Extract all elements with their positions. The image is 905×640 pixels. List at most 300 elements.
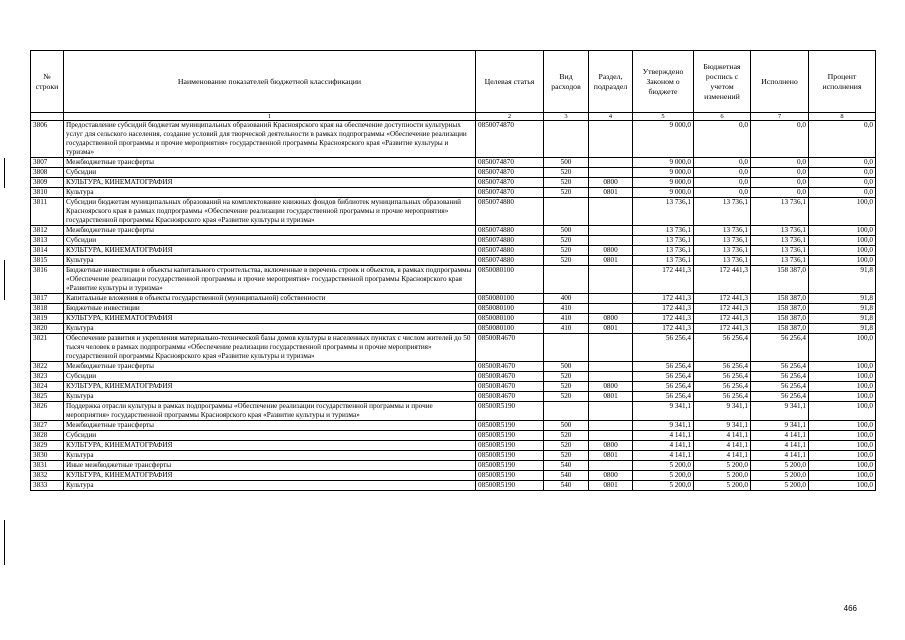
expense-type-cell: 500 — [544, 226, 589, 236]
section-cell: 0801 — [589, 451, 633, 461]
target-article-cell: 08500R5190 — [476, 402, 544, 421]
expense-type-cell: 520 — [544, 451, 589, 461]
executed-amount-cell: 0,0 — [751, 188, 809, 198]
expense-type-cell: 410 — [544, 304, 589, 314]
column-number: 4 — [589, 113, 633, 121]
column-number: 3 — [544, 113, 589, 121]
percent-cell: 100,0 — [809, 226, 876, 236]
section-cell — [589, 304, 633, 314]
budget-amount-cell: 4 141,1 — [694, 431, 751, 441]
approved-amount-cell: 56 256,4 — [633, 362, 694, 372]
executed-amount-cell: 4 141,1 — [751, 431, 809, 441]
budget-amount-cell: 56 256,4 — [694, 372, 751, 382]
budget-amount-cell: 0,0 — [694, 158, 751, 168]
approved-amount-cell: 9 341,1 — [633, 402, 694, 421]
row-name-cell: Культура — [64, 188, 476, 198]
row-number-cell: 3832 — [31, 471, 64, 481]
executed-amount-cell: 158 387,0 — [751, 314, 809, 324]
section-cell — [589, 236, 633, 246]
expense-type-cell: 520 — [544, 441, 589, 451]
table-row — [31, 246, 876, 256]
table-row — [31, 402, 876, 421]
section-cell — [589, 421, 633, 431]
target-article-cell: 0850080100 — [476, 266, 544, 294]
row-name-cell: Субсидии бюджетам муниципальных образований на комплектование книжных фондов библиотек муниципальных образований Красноярского края в рамках подпрограммы «Обеспечение реализации государственной программы и прочие мероприятия» государственной программы Красноярского края «Развитие культуры и туризма» — [64, 198, 476, 226]
margin-mark — [4, 520, 5, 565]
percent-cell: 91,8 — [809, 294, 876, 304]
approved-amount-cell: 4 141,1 — [633, 441, 694, 451]
budget-amount-cell: 9 341,1 — [694, 421, 751, 431]
executed-amount-cell: 56 256,4 — [751, 334, 809, 362]
target-article-cell: 08500R5190 — [476, 451, 544, 461]
table-row — [31, 362, 876, 372]
percent-cell: 91,8 — [809, 266, 876, 294]
approved-amount-cell: 172 441,3 — [633, 266, 694, 294]
percent-cell: 100,0 — [809, 451, 876, 461]
table-row — [31, 158, 876, 168]
percent-cell: 100,0 — [809, 471, 876, 481]
row-name-cell: Поддержка отрасли культуры в рамках подпрограммы «Обеспечение реализации государственной программы и прочие мероприятия» государственной программы Красноярского края «Развитие культуры и туризма» — [64, 402, 476, 421]
row-name-cell: Межбюджетные трансферты — [64, 158, 476, 168]
section-cell — [589, 431, 633, 441]
percent-cell: 100,0 — [809, 256, 876, 266]
approved-amount-cell: 5 200,0 — [633, 461, 694, 471]
executed-amount-cell: 0,0 — [751, 121, 809, 158]
row-number-cell: 3816 — [31, 266, 64, 294]
budget-amount-cell: 13 736,1 — [694, 236, 751, 246]
expense-type-cell: 520 — [544, 256, 589, 266]
budget-amount-cell: 4 141,1 — [694, 451, 751, 461]
expense-type-cell: 540 — [544, 471, 589, 481]
row-number-cell: 3831 — [31, 461, 64, 471]
target-article-cell: 0850074880 — [476, 236, 544, 246]
row-number-cell: 3812 — [31, 226, 64, 236]
column-numbers-row — [31, 113, 876, 121]
row-number-cell: 3815 — [31, 256, 64, 266]
percent-cell: 100,0 — [809, 431, 876, 441]
column-number: 2 — [476, 113, 544, 121]
budget-amount-cell: 5 200,0 — [694, 481, 751, 491]
executed-amount-cell: 158 387,0 — [751, 324, 809, 334]
approved-amount-cell: 172 441,3 — [633, 294, 694, 304]
table-body — [31, 121, 876, 491]
budget-amount-cell: 0,0 — [694, 178, 751, 188]
executed-amount-cell: 5 200,0 — [751, 461, 809, 471]
approved-amount-cell: 9 000,0 — [633, 178, 694, 188]
column-number: 7 — [751, 113, 809, 121]
row-name-cell: Культура — [64, 324, 476, 334]
expense-type-cell: 520 — [544, 246, 589, 256]
row-number-cell: 3833 — [31, 481, 64, 491]
table-row — [31, 372, 876, 382]
approved-amount-cell: 4 141,1 — [633, 431, 694, 441]
table-row — [31, 461, 876, 471]
expense-type-cell: 540 — [544, 461, 589, 471]
budget-amount-cell: 172 441,3 — [694, 294, 751, 304]
target-article-cell: 0850074880 — [476, 246, 544, 256]
row-number-cell: 3825 — [31, 392, 64, 402]
target-article-cell: 0850074870 — [476, 158, 544, 168]
row-name-cell: Капитальные вложения в объекты государственной (муниципальной) собственности — [64, 294, 476, 304]
target-article-cell: 0850080100 — [476, 294, 544, 304]
executed-amount-cell: 158 387,0 — [751, 266, 809, 294]
target-article-cell: 0850074870 — [476, 188, 544, 198]
expense-type-cell: 500 — [544, 158, 589, 168]
row-number-cell: 3819 — [31, 314, 64, 324]
expense-type-cell — [544, 402, 589, 421]
executed-amount-cell: 4 141,1 — [751, 451, 809, 461]
row-name-cell: Культура — [64, 256, 476, 266]
target-article-cell: 08500R5190 — [476, 481, 544, 491]
target-article-cell: 0850080100 — [476, 304, 544, 314]
budget-amount-cell: 5 200,0 — [694, 461, 751, 471]
target-article-cell: 08500R5190 — [476, 461, 544, 471]
executed-amount-cell: 13 736,1 — [751, 198, 809, 226]
row-name-cell: КУЛЬТУРА, КИНЕМАТОГРАФИЯ — [64, 314, 476, 324]
executed-amount-cell: 56 256,4 — [751, 362, 809, 372]
row-name-cell: Межбюджетные трансферты — [64, 421, 476, 431]
row-number-cell: 3809 — [31, 178, 64, 188]
budget-amount-cell: 172 441,3 — [694, 324, 751, 334]
section-cell: 0801 — [589, 256, 633, 266]
approved-amount-cell: 9 000,0 — [633, 158, 694, 168]
table-row — [31, 441, 876, 451]
table-row — [31, 226, 876, 236]
budget-amount-cell: 172 441,3 — [694, 266, 751, 294]
table-row — [31, 382, 876, 392]
percent-cell: 100,0 — [809, 198, 876, 226]
budget-amount-cell: 56 256,4 — [694, 334, 751, 362]
expense-type-cell: 520 — [544, 168, 589, 178]
expense-type-cell: 500 — [544, 362, 589, 372]
row-name-cell: Межбюджетные трансферты — [64, 362, 476, 372]
approved-amount-cell: 13 736,1 — [633, 236, 694, 246]
row-number-cell: 3818 — [31, 304, 64, 314]
expense-type-cell: 520 — [544, 372, 589, 382]
section-cell — [589, 226, 633, 236]
executed-amount-cell: 5 200,0 — [751, 471, 809, 481]
executed-amount-cell: 5 200,0 — [751, 481, 809, 491]
target-article-cell: 08500R5190 — [476, 431, 544, 441]
section-cell — [589, 294, 633, 304]
row-number-cell: 3823 — [31, 372, 64, 382]
target-article-cell: 0850074870 — [476, 178, 544, 188]
row-number-cell: 3824 — [31, 382, 64, 392]
approved-amount-cell: 56 256,4 — [633, 372, 694, 382]
budget-amount-cell: 13 736,1 — [694, 256, 751, 266]
row-number-cell: 3826 — [31, 402, 64, 421]
percent-cell: 100,0 — [809, 392, 876, 402]
row-name-cell: Обеспечение развития и укрепления материально-технической базы домов культуры в населенных пунктах с числом жителей до 50 тысяч человек в рамках подпрограммы «Обеспечение реализации государственной программы и прочие мероприятия» государственной программы Красноярского края «Развитие культуры и туризма» — [64, 334, 476, 362]
row-name-cell: Иные межбюджетные трансферты — [64, 461, 476, 471]
section-cell: 0801 — [589, 188, 633, 198]
margin-mark — [4, 158, 5, 188]
budget-amount-cell: 0,0 — [694, 168, 751, 178]
row-name-cell: КУЛЬТУРА, КИНЕМАТОГРАФИЯ — [64, 441, 476, 451]
header-budget-schedule: Бюджетная роспись с учетом изменений — [694, 51, 751, 113]
approved-amount-cell: 9 341,1 — [633, 421, 694, 431]
column-number: 6 — [694, 113, 751, 121]
approved-amount-cell: 172 441,3 — [633, 314, 694, 324]
executed-amount-cell: 56 256,4 — [751, 392, 809, 402]
target-article-cell: 08500R5190 — [476, 441, 544, 451]
row-name-cell: Культура — [64, 451, 476, 461]
row-number-cell: 3806 — [31, 121, 64, 158]
approved-amount-cell: 5 200,0 — [633, 471, 694, 481]
row-number-cell: 3828 — [31, 431, 64, 441]
expense-type-cell: 520 — [544, 188, 589, 198]
expense-type-cell — [544, 334, 589, 362]
expense-type-cell — [544, 198, 589, 226]
header-percent: Процент исполнения — [809, 51, 876, 113]
column-number: 5 — [633, 113, 694, 121]
document-page — [30, 50, 875, 491]
executed-amount-cell: 0,0 — [751, 168, 809, 178]
row-name-cell: КУЛЬТУРА, КИНЕМАТОГРАФИЯ — [64, 471, 476, 481]
executed-amount-cell: 0,0 — [751, 158, 809, 168]
table-row — [31, 188, 876, 198]
executed-amount-cell: 13 736,1 — [751, 256, 809, 266]
approved-amount-cell: 9 000,0 — [633, 121, 694, 158]
table-row — [31, 198, 876, 226]
percent-cell: 100,0 — [809, 372, 876, 382]
percent-cell: 100,0 — [809, 402, 876, 421]
percent-cell: 0,0 — [809, 168, 876, 178]
target-article-cell: 08500R4670 — [476, 362, 544, 372]
column-number: 1 — [64, 113, 476, 121]
percent-cell: 100,0 — [809, 334, 876, 362]
budget-amount-cell: 172 441,3 — [694, 314, 751, 324]
table-row — [31, 236, 876, 246]
expense-type-cell: 400 — [544, 294, 589, 304]
row-name-cell: КУЛЬТУРА, КИНЕМАТОГРАФИЯ — [64, 178, 476, 188]
executed-amount-cell: 0,0 — [751, 178, 809, 188]
percent-cell: 100,0 — [809, 246, 876, 256]
percent-cell: 100,0 — [809, 441, 876, 451]
approved-amount-cell: 9 000,0 — [633, 168, 694, 178]
executed-amount-cell: 56 256,4 — [751, 372, 809, 382]
budget-amount-cell: 9 341,1 — [694, 402, 751, 421]
expense-type-cell — [544, 266, 589, 294]
budget-amount-cell: 4 141,1 — [694, 441, 751, 451]
budget-amount-cell: 13 736,1 — [694, 246, 751, 256]
budget-table — [30, 50, 876, 491]
approved-amount-cell: 56 256,4 — [633, 382, 694, 392]
table-row — [31, 294, 876, 304]
approved-amount-cell: 4 141,1 — [633, 451, 694, 461]
expense-type-cell: 520 — [544, 236, 589, 246]
section-cell: 0800 — [589, 471, 633, 481]
executed-amount-cell: 158 387,0 — [751, 304, 809, 314]
approved-amount-cell: 13 736,1 — [633, 256, 694, 266]
percent-cell: 91,8 — [809, 314, 876, 324]
percent-cell: 100,0 — [809, 421, 876, 431]
target-article-cell: 08500R5190 — [476, 421, 544, 431]
row-name-cell: Субсидии — [64, 431, 476, 441]
table-row — [31, 392, 876, 402]
expense-type-cell: 520 — [544, 392, 589, 402]
budget-amount-cell: 56 256,4 — [694, 392, 751, 402]
percent-cell: 0,0 — [809, 178, 876, 188]
row-name-cell: Культура — [64, 392, 476, 402]
section-cell — [589, 168, 633, 178]
target-article-cell: 0850074880 — [476, 198, 544, 226]
executed-amount-cell: 13 736,1 — [751, 226, 809, 236]
row-name-cell: Бюджетные инвестиции в объекты капитального строительства, включенные в перечень строек и объектов, в рамках подпрограммы «Обеспечение реализации государственной программы и прочие мероприятия» государственной программы Красноярского края «Развитие культуры и туризма» — [64, 266, 476, 294]
table-row — [31, 481, 876, 491]
row-name-cell: Бюджетные инвестиции — [64, 304, 476, 314]
column-number: 8 — [809, 113, 876, 121]
section-cell: 0800 — [589, 178, 633, 188]
target-article-cell: 08500R4670 — [476, 382, 544, 392]
section-cell: 0801 — [589, 481, 633, 491]
section-cell — [589, 158, 633, 168]
section-cell — [589, 402, 633, 421]
section-cell — [589, 121, 633, 158]
table-row — [31, 178, 876, 188]
target-article-cell: 0850074880 — [476, 226, 544, 236]
percent-cell: 91,8 — [809, 324, 876, 334]
target-article-cell: 0850074870 — [476, 121, 544, 158]
table-row — [31, 266, 876, 294]
executed-amount-cell: 9 341,1 — [751, 421, 809, 431]
approved-amount-cell: 5 200,0 — [633, 481, 694, 491]
approved-amount-cell: 13 736,1 — [633, 226, 694, 236]
row-name-cell: Субсидии — [64, 236, 476, 246]
budget-amount-cell: 13 736,1 — [694, 198, 751, 226]
approved-amount-cell: 56 256,4 — [633, 392, 694, 402]
budget-amount-cell: 13 736,1 — [694, 226, 751, 236]
percent-cell: 100,0 — [809, 382, 876, 392]
expense-type-cell — [544, 121, 589, 158]
table-row — [31, 314, 876, 324]
target-article-cell: 08500R5190 — [476, 471, 544, 481]
row-name-cell: Субсидии — [64, 372, 476, 382]
page-number: 466 — [843, 604, 857, 613]
table-row — [31, 451, 876, 461]
percent-cell: 91,8 — [809, 304, 876, 314]
expense-type-cell: 520 — [544, 178, 589, 188]
percent-cell: 0,0 — [809, 188, 876, 198]
row-number-cell: 3821 — [31, 334, 64, 362]
table-row — [31, 168, 876, 178]
header-section: Раздел, подраздел — [589, 51, 633, 113]
table-row — [31, 324, 876, 334]
header-target-article: Целевая статья — [476, 51, 544, 113]
percent-cell: 100,0 — [809, 481, 876, 491]
header-approved: Утверждено Законом о бюджете — [633, 51, 694, 113]
section-cell — [589, 362, 633, 372]
section-cell — [589, 334, 633, 362]
margin-mark — [4, 260, 5, 300]
row-number-cell: 3830 — [31, 451, 64, 461]
row-number-cell: 3827 — [31, 421, 64, 431]
target-article-cell: 08500R4670 — [476, 392, 544, 402]
row-name-cell: Межбюджетные трансферты — [64, 226, 476, 236]
row-number-cell: 3807 — [31, 158, 64, 168]
row-name-cell: КУЛЬТУРА, КИНЕМАТОГРАФИЯ — [64, 246, 476, 256]
approved-amount-cell: 56 256,4 — [633, 334, 694, 362]
executed-amount-cell: 13 736,1 — [751, 236, 809, 246]
table-row — [31, 471, 876, 481]
header-expense-type: Вид расходов — [544, 51, 589, 113]
section-cell — [589, 372, 633, 382]
row-number-cell: 3829 — [31, 441, 64, 451]
percent-cell: 0,0 — [809, 158, 876, 168]
row-number-cell: 3822 — [31, 362, 64, 372]
executed-amount-cell: 4 141,1 — [751, 441, 809, 451]
approved-amount-cell: 9 000,0 — [633, 188, 694, 198]
target-article-cell: 08500R4670 — [476, 334, 544, 362]
header-executed: Исполнено — [751, 51, 809, 113]
budget-amount-cell: 172 441,3 — [694, 304, 751, 314]
target-article-cell: 0850074870 — [476, 168, 544, 178]
row-name-cell: Субсидии — [64, 168, 476, 178]
expense-type-cell: 520 — [544, 382, 589, 392]
budget-amount-cell: 56 256,4 — [694, 382, 751, 392]
expense-type-cell: 500 — [544, 421, 589, 431]
executed-amount-cell: 13 736,1 — [751, 246, 809, 256]
table-row — [31, 421, 876, 431]
row-number-cell: 3810 — [31, 188, 64, 198]
budget-amount-cell: 56 256,4 — [694, 362, 751, 372]
row-number-cell: 3811 — [31, 198, 64, 226]
section-cell: 0800 — [589, 382, 633, 392]
header-name: Наименование показателей бюджетной классификации — [64, 51, 476, 113]
row-number-cell: 3808 — [31, 168, 64, 178]
row-number-cell: 3813 — [31, 236, 64, 246]
row-number-cell: 3817 — [31, 294, 64, 304]
target-article-cell: 0850080100 — [476, 324, 544, 334]
approved-amount-cell: 13 736,1 — [633, 198, 694, 226]
section-cell: 0800 — [589, 314, 633, 324]
executed-amount-cell: 9 341,1 — [751, 402, 809, 421]
percent-cell: 0,0 — [809, 121, 876, 158]
approved-amount-cell: 172 441,3 — [633, 304, 694, 314]
table-row — [31, 334, 876, 362]
percent-cell: 100,0 — [809, 236, 876, 246]
executed-amount-cell: 56 256,4 — [751, 382, 809, 392]
section-cell: 0801 — [589, 324, 633, 334]
table-row — [31, 304, 876, 314]
expense-type-cell: 540 — [544, 481, 589, 491]
table-row — [31, 256, 876, 266]
section-cell: 0801 — [589, 392, 633, 402]
executed-amount-cell: 158 387,0 — [751, 294, 809, 304]
table-row — [31, 121, 876, 158]
approved-amount-cell: 13 736,1 — [633, 246, 694, 256]
approved-amount-cell: 172 441,3 — [633, 324, 694, 334]
section-cell: 0800 — [589, 441, 633, 451]
row-number-cell: 3814 — [31, 246, 64, 256]
column-number-blank — [31, 113, 64, 121]
section-cell — [589, 266, 633, 294]
target-article-cell: 0850074880 — [476, 256, 544, 266]
expense-type-cell: 410 — [544, 314, 589, 324]
target-article-cell: 08500R4670 — [476, 372, 544, 382]
row-name-cell: КУЛЬТУРА, КИНЕМАТОГРАФИЯ — [64, 382, 476, 392]
percent-cell: 100,0 — [809, 461, 876, 471]
budget-amount-cell: 5 200,0 — [694, 471, 751, 481]
header-row-number: № строки — [31, 51, 64, 113]
section-cell — [589, 198, 633, 226]
row-name-cell: Предоставление субсидий бюджетам муниципальных образований Красноярского края на обеспечение доступности культурных услуг для сельского населения, создание условий для творческой деятельности в рамках подпрограммы «Обеспечение реализации государственной программы и прочие мероприятия» государственной программы Красноярского края «Развитие культуры и туризма» — [64, 121, 476, 158]
target-article-cell: 0850080100 — [476, 314, 544, 324]
row-number-cell: 3820 — [31, 324, 64, 334]
table-row — [31, 431, 876, 441]
section-cell — [589, 461, 633, 471]
budget-amount-cell: 0,0 — [694, 188, 751, 198]
